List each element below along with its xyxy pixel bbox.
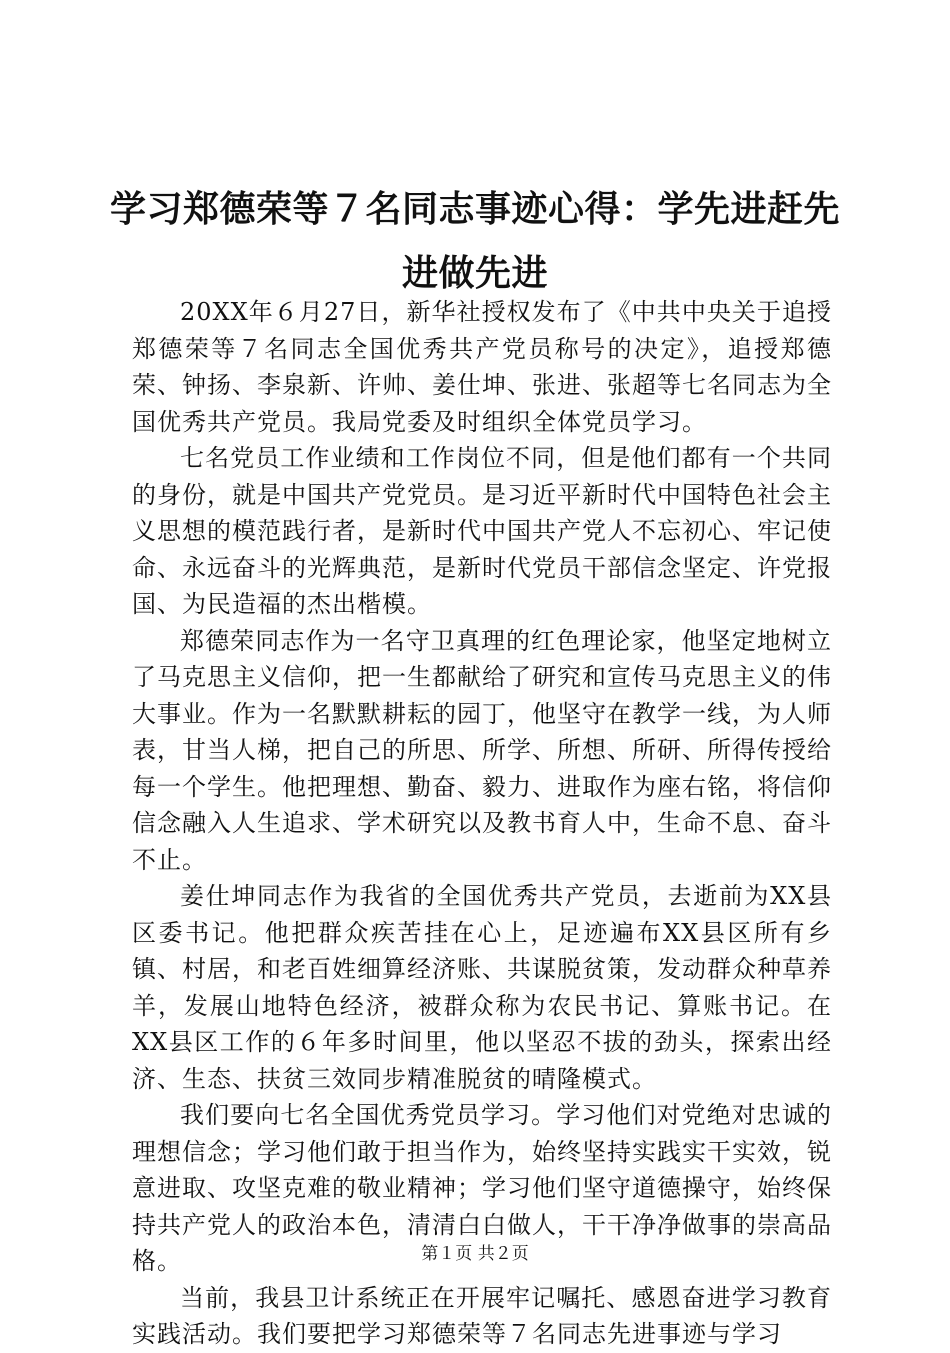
document-body [132, 294, 832, 1353]
paragraph-5: 我们要向七名全国优秀党员学习。学习他们对党绝对忠诚的理想信念；学习他们敢于担当作为，始终坚持实践实干实效，锐意进取、攻坚克难的敬业精神；学习他们坚守道德操守，始终保持共产党人的政治本色，清清白白做人，干干净净做事的崇高品格。 [132, 1101, 832, 1275]
paragraph-6: 当前，我县卫计系统正在开展牢记嘱托、感恩奋进学习教育实践活动。我们要把学习郑德荣等７名同志先进事迹与学习 [132, 1283, 832, 1348]
page-number-footer: 第１页 共２页 [421, 1244, 529, 1264]
paragraph-1: 20XX年６月27日，新华社授权发布了《中共中央关于追授郑德荣等７名同志全国优秀共产党员称号的决定》，追授郑德荣、钟扬、李泉新、许帅、姜仕坤、张进、张超等七名同志为全国优秀共产党员。我局党委及时组织全体党员学习。 [132, 298, 832, 436]
paragraph-2: 七名党员工作业绩和工作岗位不同，但是他们都有一个共同的身份，就是中国共产党党员。是习近平新时代中国特色社会主义思想的模范践行者，是新时代中国共产党人不忘初心、牢记使命、永远奋斗的光辉典范，是新时代党员干部信念坚定、许党报国、为民造福的杰出楷模。 [132, 444, 832, 618]
document-title: 学习郑德荣等７名同志事迹心得：学先进赶先进做先进 [110, 189, 841, 294]
paragraph-3: 郑德荣同志作为一名守卫真理的红色理论家，他坚定地树立了马克思主义信仰，把一生都献给了研究和宣传马克思主义的伟大事业。作为一名默默耕耘的园丁，他坚守在教学一线，为人师表，甘当人梯，把自己的所思、所学、所想、所研、所得传授给每一个学生。他把理想、勤奋、毅力、进取作为座右铭，将信仰信念融入人生追求、学术研究以及教书育人中，生命不息、奋斗不止。 [132, 626, 832, 874]
paragraph-4: 姜仕坤同志作为我省的全国优秀共产党员，去逝前为XX县区委书记。他把群众疾苦挂在心上，足迹遍布XX县区所有乡镇、村居，和老百姓细算经济账、共谋脱贫策，发动群众种草养羊，发展山地特色经济，被群众称为农民书记、算账书记。在XX县区工作的６年多时间里，他以坚忍不拔的劲头，探索出经济、生态、扶贫三效同步精准脱贫的晴隆模式。 [132, 882, 832, 1093]
